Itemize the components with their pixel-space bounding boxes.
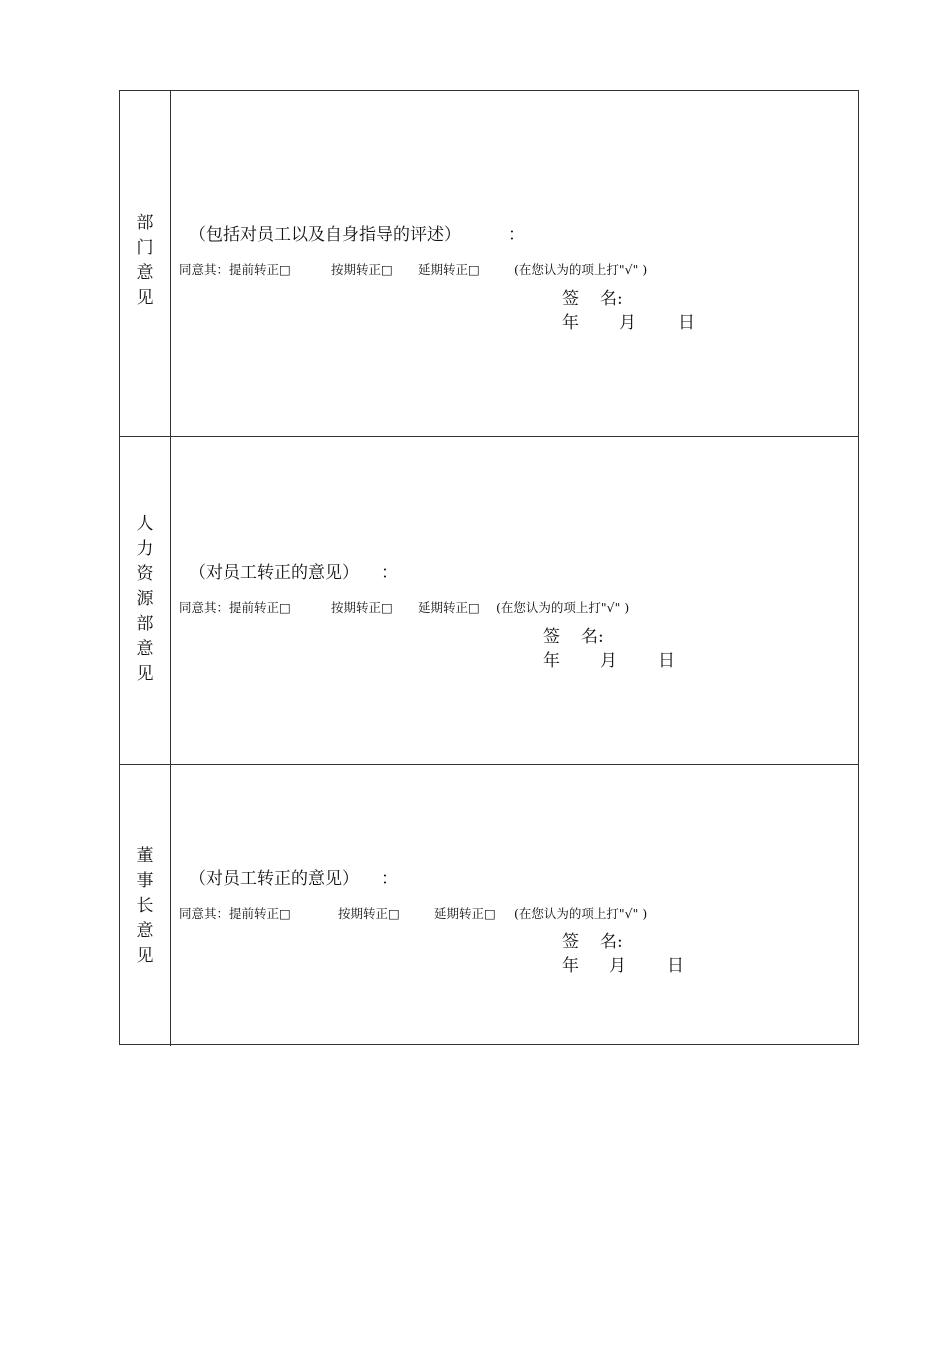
sign-label: 签	[543, 627, 560, 647]
month-label: 月	[600, 651, 617, 671]
option-ontime-checkbox[interactable]: 按期转正□	[331, 600, 393, 615]
department-prompt: （包括对员工以及自身指导的评述）	[189, 225, 461, 245]
approval-form-table	[119, 90, 859, 1045]
hr-prompt: （对员工转正的意见）	[189, 563, 359, 583]
month-label: 月	[609, 956, 626, 976]
prompt-colon: ：	[381, 869, 398, 889]
prompt-colon: ：	[508, 225, 525, 245]
row-label-cell	[120, 437, 171, 764]
option-early-checkbox[interactable]: 同意其：提前转正□	[179, 906, 291, 921]
name-label: 名:	[600, 289, 623, 309]
department-opinion-label: 部 门 意 见	[136, 213, 154, 308]
sign-label: 签	[562, 289, 579, 309]
department-opinion-row	[120, 91, 858, 437]
option-early-checkbox[interactable]: 同意其：提前转正□	[179, 600, 291, 615]
year-label: 年	[562, 956, 579, 976]
hr-opinion-label: 人 力 资 源 部 意 见	[136, 514, 154, 684]
name-label: 名:	[600, 932, 623, 952]
year-label: 年	[562, 313, 579, 333]
month-label: 月	[619, 313, 636, 333]
option-early-checkbox[interactable]: 同意其：提前转正□	[179, 262, 291, 277]
day-label: 日	[658, 651, 675, 671]
check-instruction-note: (在您认为的项上打"√" )	[496, 600, 630, 615]
hr-opinion-row	[120, 437, 858, 765]
chairman-opinion-label: 董 事 长 意 见	[136, 846, 154, 966]
check-instruction-note: (在您认为的项上打"√" )	[514, 906, 648, 921]
department-opinion-content[interactable]	[171, 91, 858, 436]
prompt-colon: ：	[381, 563, 398, 583]
check-instruction-note: (在您认为的项上打"√" )	[514, 262, 648, 277]
row-label-cell	[120, 91, 171, 436]
day-label: 日	[667, 956, 684, 976]
name-label: 名:	[581, 627, 604, 647]
year-label: 年	[543, 651, 560, 671]
chairman-opinion-row	[120, 765, 858, 1046]
chairman-opinion-content[interactable]	[171, 765, 858, 1046]
sign-label: 签	[562, 932, 579, 952]
row-label-cell	[120, 765, 171, 1046]
option-ontime-checkbox[interactable]: 按期转正□	[338, 906, 400, 921]
option-delay-checkbox[interactable]: 延期转正□	[434, 906, 496, 921]
option-delay-checkbox[interactable]: 延期转正□	[418, 600, 480, 615]
option-delay-checkbox[interactable]: 延期转正□	[418, 262, 480, 277]
day-label: 日	[678, 313, 695, 333]
hr-opinion-content[interactable]	[171, 437, 858, 764]
option-ontime-checkbox[interactable]: 按期转正□	[331, 262, 393, 277]
chairman-prompt: （对员工转正的意见）	[189, 869, 359, 889]
